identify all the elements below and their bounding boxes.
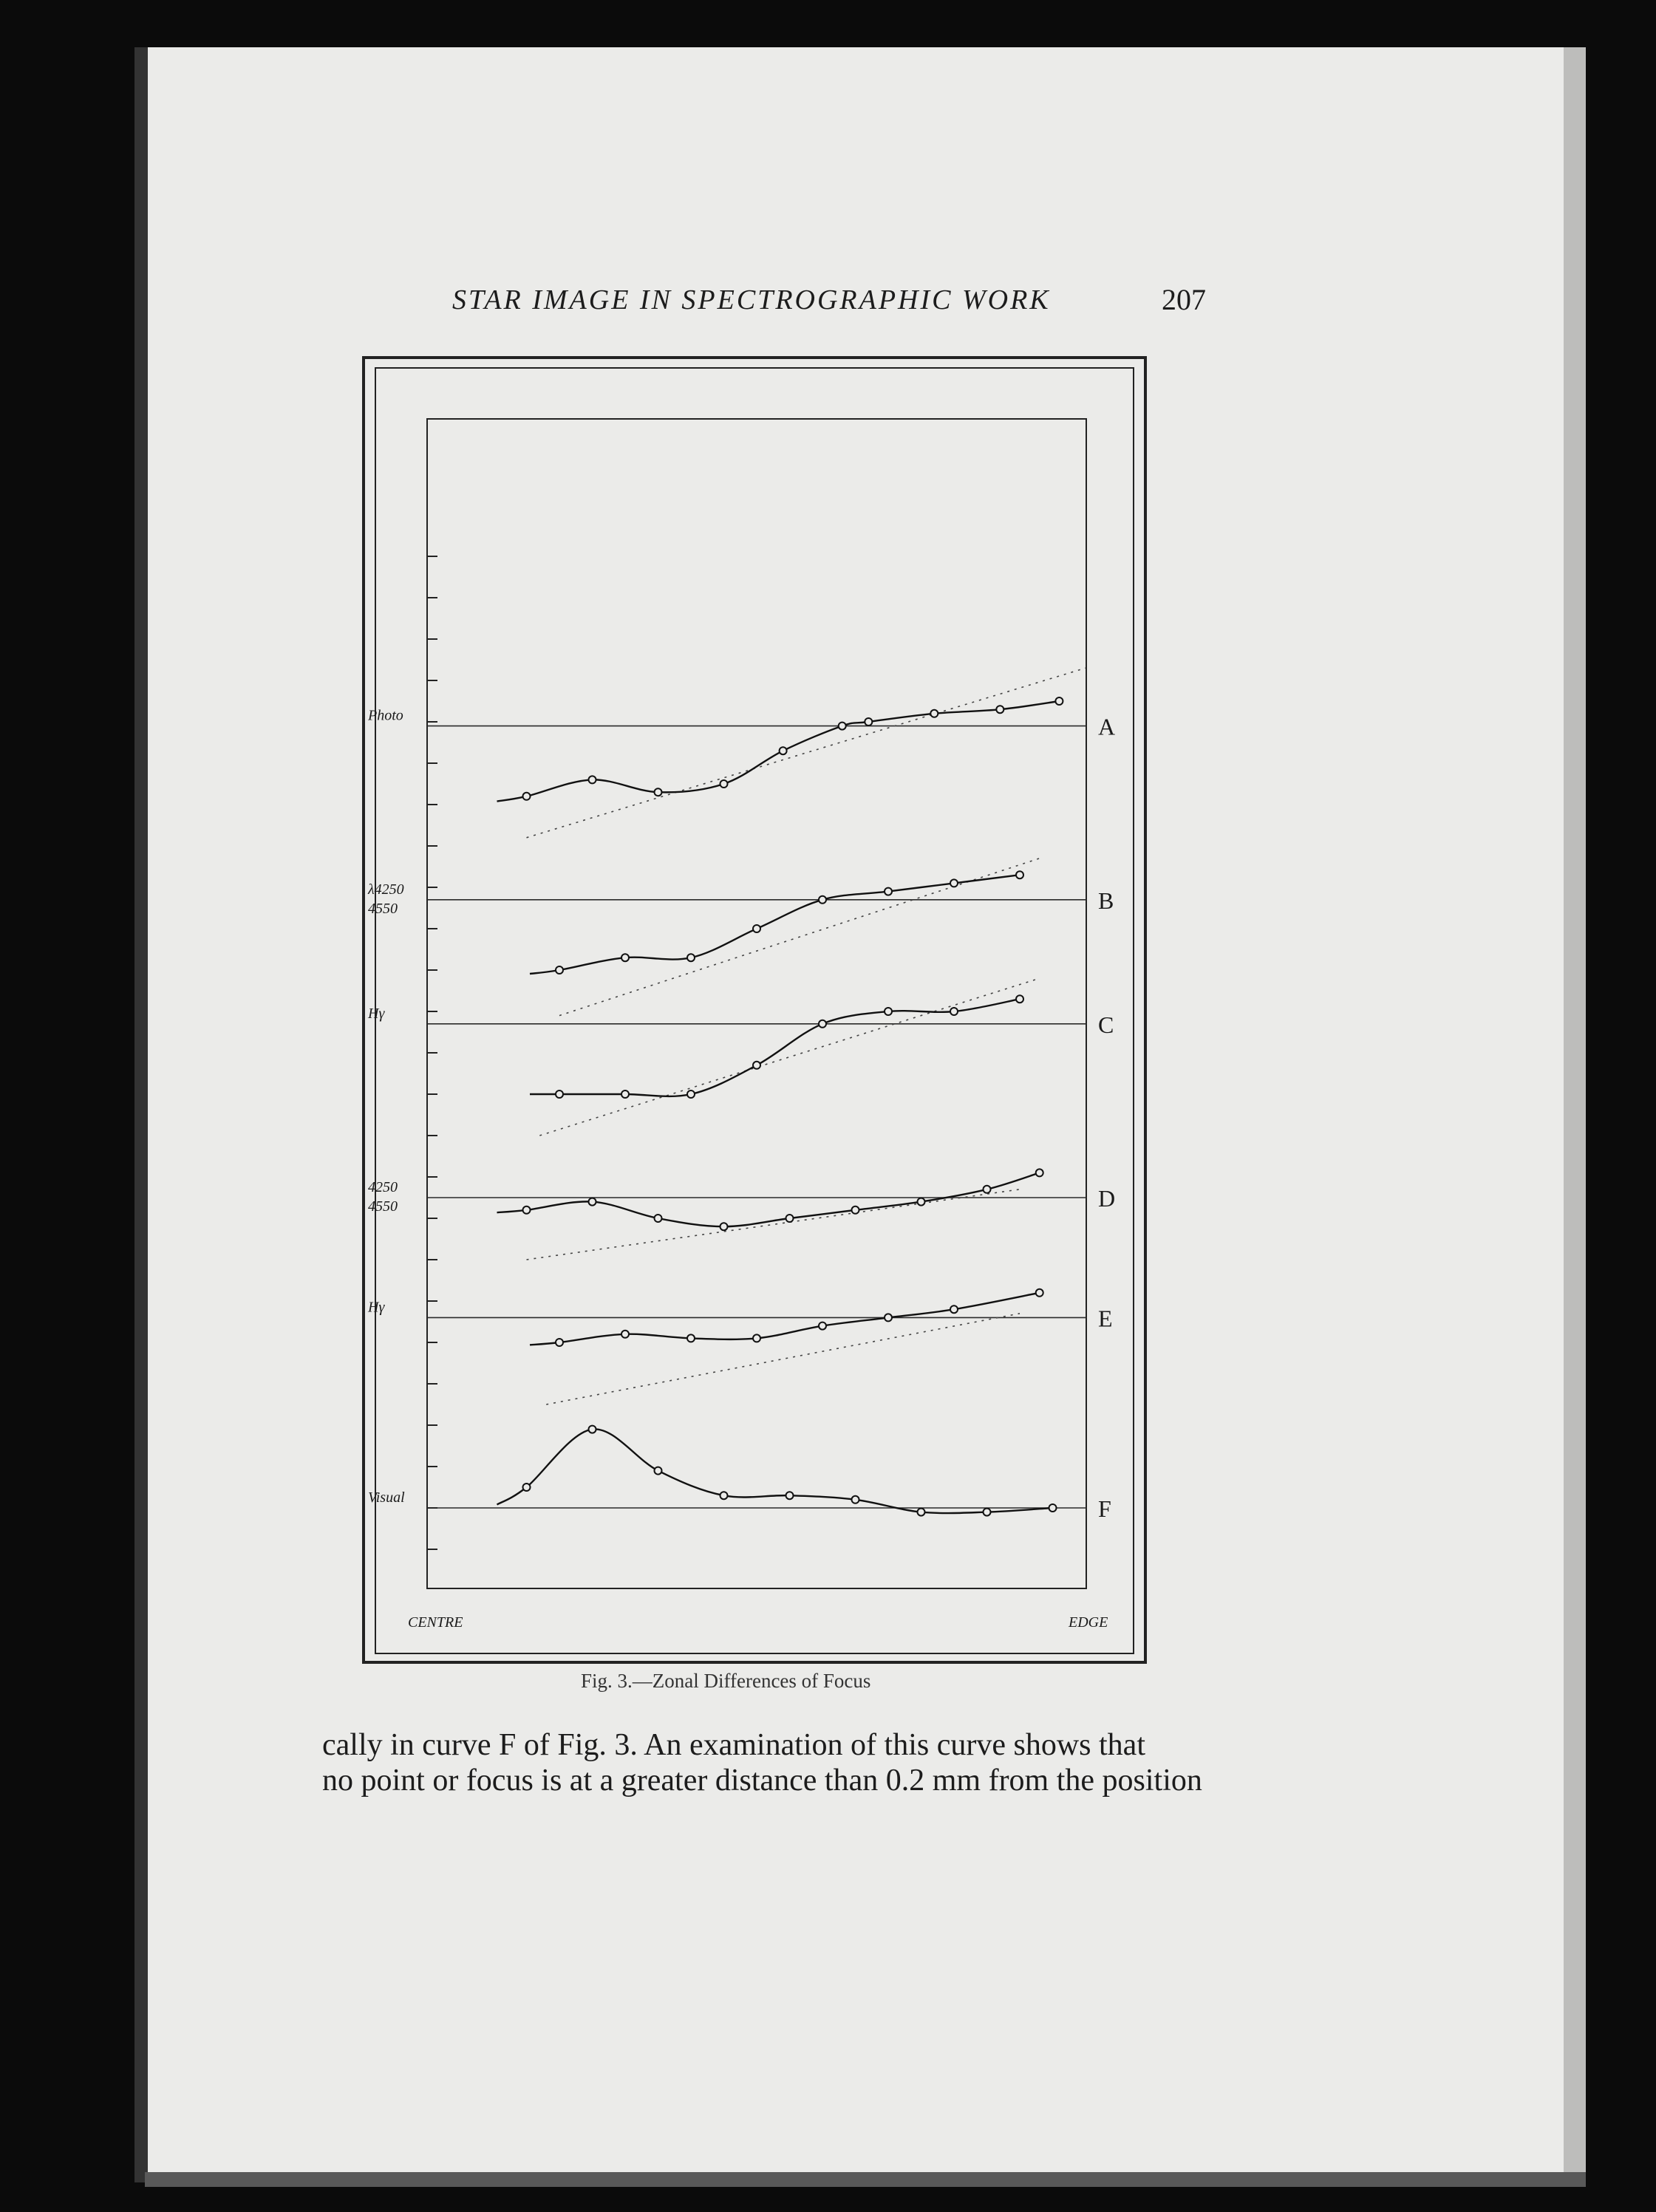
page-number: 207 — [1162, 283, 1206, 316]
frame-outer — [364, 358, 1145, 1662]
series-B-point — [753, 925, 760, 932]
series-label-A: A — [1098, 713, 1116, 740]
series-B-point — [819, 896, 826, 904]
running-head: STAR IMAGE IN SPECTROGRAPHIC WORK — [452, 284, 1051, 315]
plot-area — [367, 419, 1115, 1631]
series-D-point — [720, 1223, 728, 1230]
series-A-point — [865, 718, 872, 726]
series-D-trend-line — [527, 1189, 1020, 1260]
series-D-point — [786, 1215, 794, 1222]
series-F-point — [786, 1492, 794, 1499]
series-D-left-label: 4550 — [368, 1198, 398, 1215]
series-C-point — [687, 1090, 695, 1098]
series-F-point — [852, 1496, 859, 1503]
series-D-point — [523, 1206, 531, 1214]
series-E-left-label: Hγ — [368, 1299, 385, 1316]
body-text-line: cally in curve F of Fig. 3. An examination of this curve shows that — [322, 1728, 1145, 1762]
x-axis-left-label: CENTRE — [408, 1614, 463, 1631]
series-D-point — [984, 1186, 991, 1193]
series-label-F: F — [1098, 1495, 1111, 1522]
series-B-point — [556, 966, 563, 974]
series-D-point — [918, 1198, 925, 1206]
series-A-point — [523, 793, 531, 800]
series-C-curve — [530, 999, 1020, 1096]
series-C-point — [753, 1062, 760, 1069]
series-F-point — [984, 1509, 991, 1516]
series-label-D: D — [1098, 1185, 1116, 1212]
series-C-point — [819, 1020, 826, 1028]
series-D-left-label: 4250 — [368, 1179, 398, 1195]
series-B-curve — [530, 875, 1020, 974]
series-A-point — [996, 706, 1004, 713]
series-A-curve — [497, 701, 1060, 802]
series-E-point — [556, 1339, 563, 1346]
series-D-point — [852, 1206, 859, 1214]
series-A-point — [720, 780, 728, 788]
series-A-point — [839, 723, 846, 730]
series-F-point — [523, 1484, 531, 1491]
series-C-trend-line — [539, 978, 1039, 1136]
series-A-point — [930, 710, 938, 717]
series-F-point — [589, 1426, 596, 1433]
figure-caption: Fig. 3.—Zonal Differences of Focus — [581, 1670, 871, 1692]
plot-border — [427, 419, 1086, 1588]
series-E-point — [885, 1314, 892, 1321]
series-D-point — [655, 1215, 662, 1222]
series-A-point — [655, 788, 662, 796]
series-C-point — [621, 1090, 629, 1098]
series-E-point — [753, 1334, 760, 1342]
series-F-left-label: Visual — [368, 1489, 405, 1506]
series-E-point — [819, 1322, 826, 1330]
series-A-point — [589, 776, 596, 783]
series-E-point — [950, 1305, 958, 1313]
series-D-curve — [497, 1172, 1040, 1226]
body-text-line: no point or focus is at a greater distance than 0.2 mm from the position — [322, 1764, 1202, 1798]
series-B-left-label: λ4250 — [368, 881, 404, 898]
series-E-point — [687, 1334, 695, 1342]
series-D-point — [589, 1198, 596, 1206]
series-B-point — [687, 954, 695, 961]
series-B-point — [621, 954, 629, 961]
series-B-point — [885, 888, 892, 895]
series-F-point — [720, 1492, 728, 1499]
series-C-point — [556, 1090, 563, 1098]
series-B-point — [1016, 871, 1023, 878]
series-B-left-label: 4550 — [368, 900, 398, 917]
series-F-point — [918, 1509, 925, 1516]
series-label-E: E — [1098, 1305, 1113, 1332]
series-C-point — [1016, 995, 1023, 1003]
series-E-trend-line — [546, 1314, 1020, 1404]
series-label-C: C — [1098, 1011, 1114, 1038]
series-C-left-label: Hγ — [368, 1005, 385, 1022]
figure-frame — [364, 358, 1145, 1662]
series-F-point — [1049, 1504, 1057, 1512]
series-D-point — [1036, 1169, 1043, 1176]
frame-inner — [375, 368, 1134, 1653]
series-C-point — [885, 1008, 892, 1015]
series-E-point — [621, 1331, 629, 1338]
series-B-point — [950, 879, 958, 887]
series-C-point — [950, 1008, 958, 1015]
series-A-point — [1055, 697, 1063, 705]
series-A-point — [780, 747, 787, 754]
x-axis-right-label: EDGE — [1069, 1614, 1108, 1631]
series-E-curve — [530, 1293, 1040, 1345]
series-A-left-label: Photo — [368, 707, 403, 724]
series-F-point — [655, 1467, 662, 1475]
series-label-B: B — [1098, 887, 1114, 914]
series-A-trend-line — [527, 668, 1086, 838]
series-E-point — [1036, 1289, 1043, 1297]
series-F-curve — [497, 1429, 1053, 1513]
